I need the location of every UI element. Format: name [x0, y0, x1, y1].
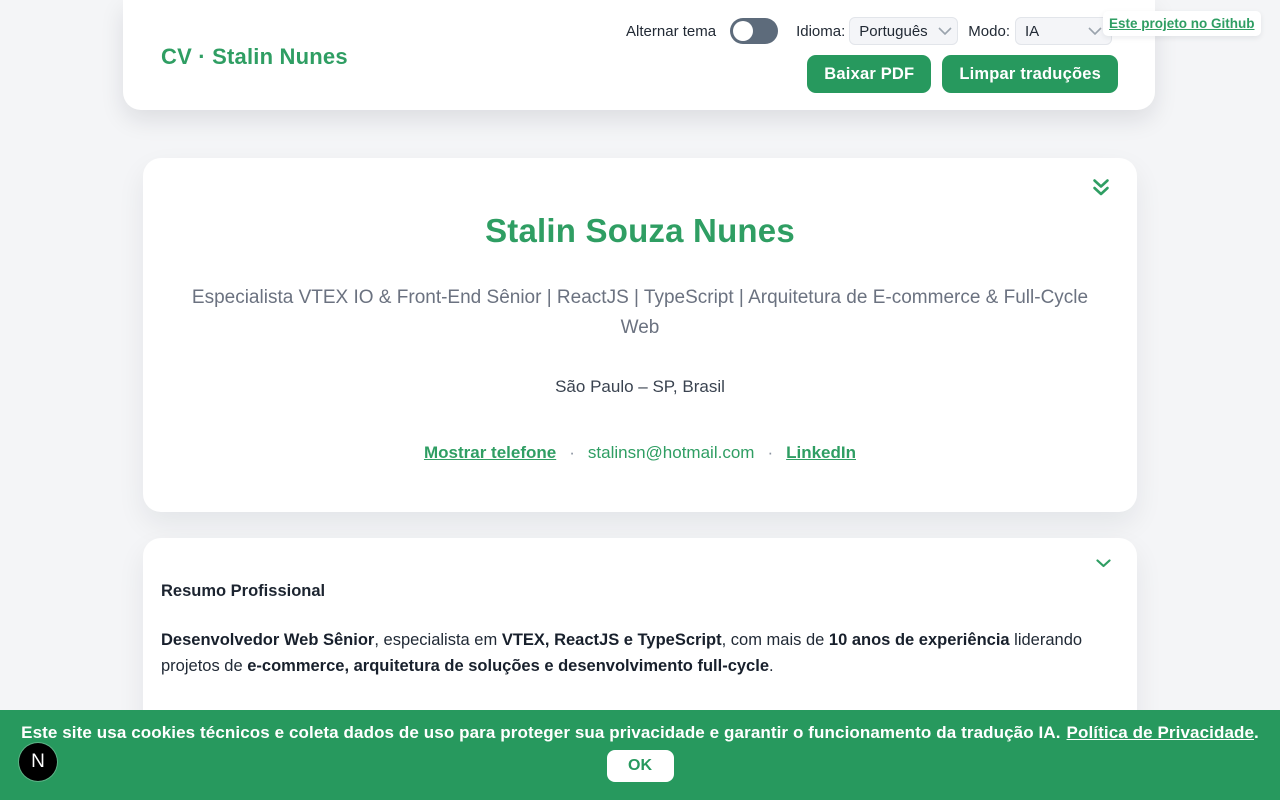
contact-row	[143, 443, 1137, 463]
linkedin-link[interactable]: LinkedIn	[786, 443, 857, 462]
separator-dot: ·	[767, 443, 774, 462]
mode-label: Modo:	[968, 22, 1010, 40]
location: São Paulo – SP, Brasil	[555, 377, 725, 396]
person-name: Stalin Souza Nunes	[485, 212, 795, 249]
cookie-message-text: Este site usa cookies técnicos e coleta dados de uso para proteger sua privacidade e garantir o funcionamento da tradução IA.	[21, 723, 1061, 742]
toggle-knob-icon	[733, 21, 753, 41]
cookie-banner	[0, 710, 1280, 800]
github-pill	[1103, 11, 1261, 36]
github-link[interactable]: Este projeto no Github	[1109, 16, 1255, 31]
site-brand: CV · Stalin Nunes	[161, 44, 348, 69]
language-select[interactable]	[849, 17, 958, 45]
chevron-down-icon[interactable]	[1096, 559, 1111, 568]
theme-toggle-label: Alternar tema	[626, 22, 717, 40]
separator-dot: ·	[569, 443, 575, 462]
show-phone-link[interactable]: Mostrar telefone	[423, 443, 557, 462]
clear-translations-button[interactable]: Limpar traduções	[942, 55, 1118, 93]
cookie-message-suffix: .	[1254, 723, 1259, 742]
cookie-ok-button[interactable]: OK	[607, 750, 674, 782]
language-selected-value: Português	[859, 22, 928, 40]
theme-toggle-switch[interactable]	[730, 18, 778, 44]
header-controls	[626, 17, 1112, 45]
nextjs-logo[interactable]	[19, 743, 57, 781]
headline: Especialista VTEX IO & Front-End Sênior | ReactJS | TypeScript | Arquitetura de E-commerce & Full-Cycle Web	[191, 287, 1089, 338]
summary-title: Resumo Profissional	[161, 582, 326, 600]
cookie-message	[8, 723, 1272, 743]
mode-select[interactable]	[1015, 17, 1112, 45]
header-card	[123, 0, 1155, 110]
chevron-down-icon	[938, 27, 952, 35]
privacy-policy-link[interactable]: Política de Privacidade	[1066, 723, 1255, 742]
chevron-down-icon	[1088, 27, 1102, 35]
header-buttons	[807, 55, 1118, 93]
chevrons-down-icon[interactable]	[1091, 176, 1111, 198]
download-pdf-button[interactable]: Baixar PDF	[807, 55, 931, 93]
nextjs-logo-letter: N	[31, 751, 45, 772]
hero-card	[143, 158, 1137, 512]
mode-selected-value: IA	[1025, 22, 1040, 40]
language-label: Idioma:	[796, 22, 846, 40]
email-link[interactable]: stalinsn@hotmail.com	[587, 443, 755, 462]
summary-paragraph: Desenvolvedor Web Sênior, especialista em VTEX, ReactJS e TypeScript, com mais de 10 anos de experiência liderando projetos de e-commerce, arquitetura de soluções e desenvolvimento full-cycle.	[161, 631, 1083, 675]
